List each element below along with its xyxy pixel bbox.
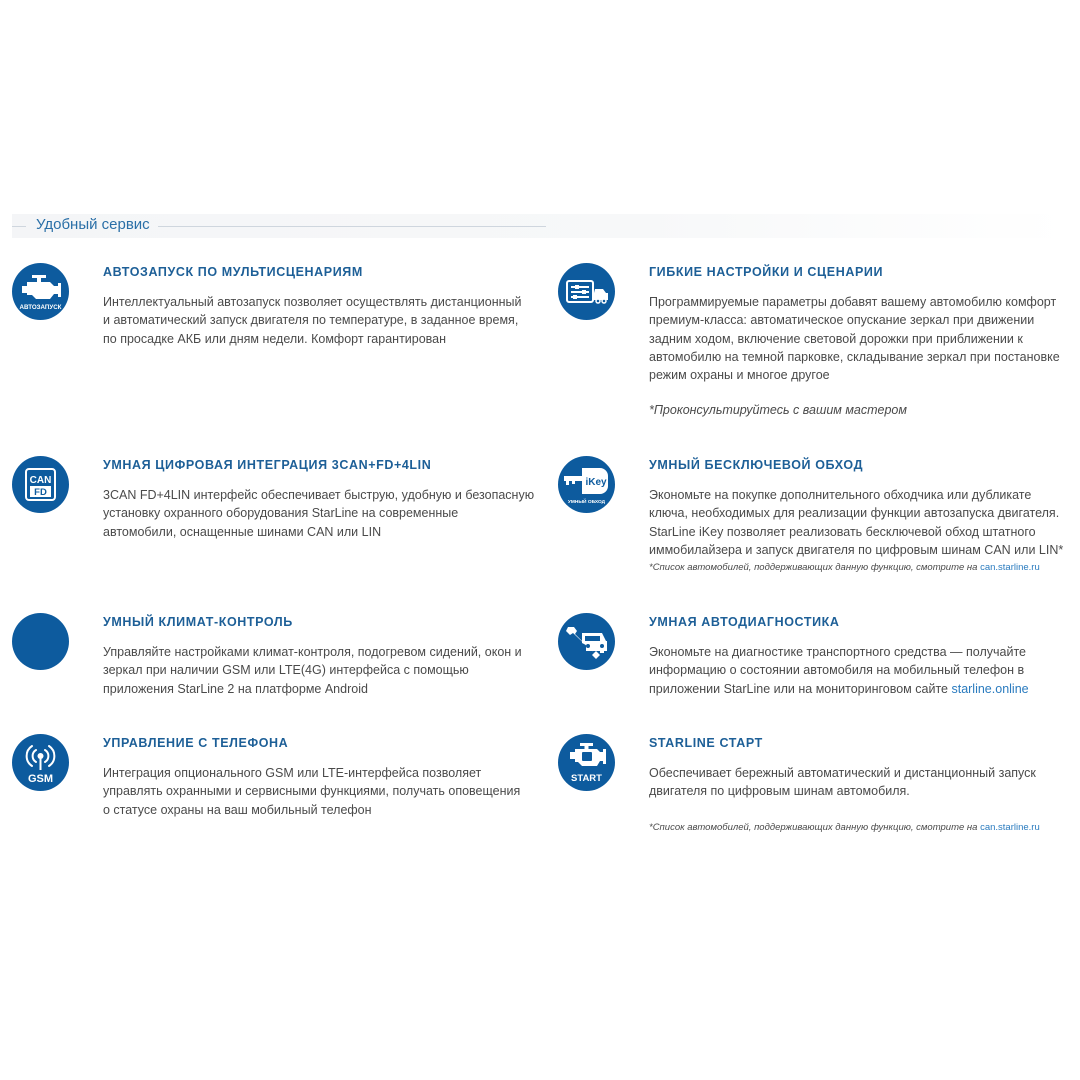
desc-line: по просадке АКБ или дням недели. Комфорт гарантирован [103,331,447,346]
feature-ikey [558,456,1078,586]
can-icon-label: CAN [29,475,52,486]
section-title: Удобный сервис [36,216,150,233]
desc-line: зеркал при наличии GSM или LTE(4G) интерфейса с помощью [103,663,469,678]
feature-diagnostics-desc [649,643,1029,698]
feature-settings-title: ГИБКИЕ НАСТРОЙКИ И СЦЕНАРИИ [649,265,884,279]
desc-line: управлять охранными и сервисными функциями, получать оповещения [103,784,521,799]
gsm-antenna-icon [12,734,69,791]
feature-settings-desc [649,293,1060,384]
desc-line [649,680,1029,698]
feature-ikey-desc [649,486,1063,559]
feature-settings-note: *Проконсультируйтесь с вашим мастером [649,403,907,417]
feature-climate [12,613,547,703]
desc-line: автомобилю на темной парковке, складывание зеркал при постановке [649,349,1060,364]
feature-diagnostics [558,613,1078,703]
desc-line: Управляйте настройками климат-контроля, подогревом сидений, окон и [103,645,522,659]
fd-icon-label: FD [34,487,47,498]
feature-autostart-desc [103,293,521,348]
desc-line-text: приложении StarLine или на мониторинговом сайте [649,681,948,696]
engine-start-icon [558,734,615,791]
desc-line: ключа, необходимых для реализации функции автозапуска двигателя. [649,506,1060,521]
feature-phone [12,734,547,824]
wrench-car-icon [558,613,615,670]
feature-start-title: STARLINE СТАРТ [649,736,763,750]
desc-line: приложения StarLine 2 на платформе Android [103,681,368,696]
desc-line: режим охраны и многое другое [649,368,830,383]
desc-line: автомобили, оснащенные шинами CAN или LIN [103,524,382,539]
desc-line: о статусе охраны на ваш мобильный телефон [103,802,372,817]
feature-start-footnote [649,822,1040,833]
desc-line: установку охранного оборудования StarLine на современные [103,506,459,521]
engine-autostart-icon [12,263,69,320]
can-fd-icon [12,456,69,513]
header-divider-right [158,226,546,227]
desc-line: информацию о состоянии автомобиля на мобильный телефон в [649,663,1025,678]
feature-start-desc [649,764,1036,801]
feature-phone-desc [103,764,520,819]
desc-line: Интеграция опционального GSM или LTE-интерфейса позволяет [103,766,482,780]
feature-phone-title: УПРАВЛЕНИЕ С ТЕЛЕФОНА [103,736,289,750]
footnote-text: *Список автомобилей, поддерживающих данную функцию, смотрите на [649,822,978,833]
footnote-text: *Список автомобилей, поддерживающих данную функцию, смотрите на [649,562,978,573]
feature-settings [558,263,1078,423]
feature-diagnostics-title: УМНАЯ АВТОДИАГНОСТИКА [649,615,840,629]
can-starline-link[interactable]: can.starline.ru [980,822,1040,833]
feature-digital-title: УМНАЯ ЦИФРОВАЯ ИНТЕГРАЦИЯ 3CAN+FD+4LIN [103,458,432,472]
start-icon-label: START [571,773,602,784]
feature-ikey-footnote [649,562,1040,573]
ikey-icon-sublabel: УМНЫЙ ОБХОД [567,500,606,505]
desc-line: двигателя по цифровым шинам автомобиля. [649,784,910,799]
header-divider-left [12,226,26,227]
desc-line: иммобилайзера и запуск двигателя по цифровым шинам CAN или LIN* [649,542,1064,557]
settings-car-icon [558,263,615,320]
climate-icon [12,613,69,670]
desc-line: и автоматический запуск двигателя по температуре, в заданное время, [103,313,519,328]
feature-climate-desc [103,643,522,698]
ikey-icon [558,456,615,513]
desc-line: задним ходом, включение световой дорожки при приближении к [649,331,1023,346]
gsm-icon-label: GSM [27,773,54,785]
feature-autostart [12,263,547,353]
feature-digital-desc [103,486,534,541]
desc-line: 3CAN FD+4LIN интерфейс обеспечивает быструю, удобную и безопасную [103,488,535,502]
desc-line: Экономьте на покупке дополнительного обходчика или дубликате [649,488,1032,502]
feature-climate-title: УМНЫЙ КЛИМАТ-КОНТРОЛЬ [103,615,293,629]
feature-start [558,734,1078,844]
desc-line: Экономьте на диагностике транспортного средства — получайте [649,645,1026,659]
feature-digital [12,456,547,546]
autostart-icon-label: АВТОЗАПУСК [19,304,62,311]
feature-autostart-title: АВТОЗАПУСК ПО МУЛЬТИСЦЕНАРИЯМ [103,265,363,279]
desc-line: Обеспечивает бережный автоматический и дистанционный запуск [649,766,1036,780]
ikey-icon-label: iKey [585,477,607,488]
desc-line: премиум-класса: автоматическое опускание зеркал при движении [649,313,1035,328]
desc-line: Программируемые параметры добавят вашему автомобилю комфорт [649,295,1057,309]
can-starline-link[interactable]: can.starline.ru [980,562,1040,573]
desc-line: StarLine iKey позволяет реализовать бесключевой обход штатного [649,524,1036,539]
feature-ikey-title: УМНЫЙ БЕСКЛЮЧЕВОЙ ОБХОД [649,458,864,472]
starline-online-link[interactable]: starline.online [951,681,1029,696]
desc-line: Интеллектуальный автозапуск позволяет осуществлять дистанционный [103,295,522,309]
